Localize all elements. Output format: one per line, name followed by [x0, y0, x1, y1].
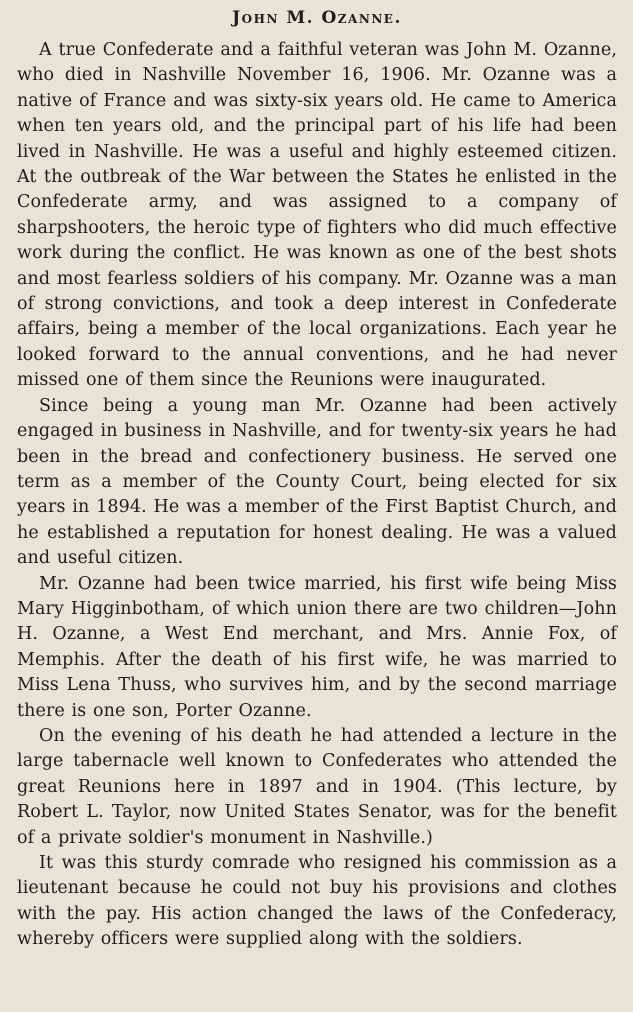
paragraph-1: A true Confederate and a faithful veteran was John M. Ozanne, who died in Nashville November 16, 1906. Mr. Ozanne was a native of France and was sixty-six years old. He came to America when ten years old, and the principal part of his life had been lived in Nashville. He was a useful and highly esteemed citizen. At the outbreak of the War between the States he enlisted in the Confederate army, and was assigned to a company of sharpshooters, the heroic type of fighters who did much effective work during the conflict. He was known as one of the best shots and most fearless soldiers of his company. Mr. Ozanne was a man of strong convictions, and took a deep interest in Confederate affairs, being a member of the local organizations. Each year he looked forward to the annual conventions, and he had never missed one of them since the Reunions were inaugurated. — [17, 40, 617, 391]
paragraph-3: Mr. Ozanne had been twice married, his first wife being Miss Mary Higginbotham, of which union there are two children—John H. Ozanne, a West End merchant, and Mrs. Annie Fox, of Memphis. After the death of his first wife, he was married to Miss Lena Thuss, who survives him, and by the second marriage there is one son, Porter Ozanne. — [17, 573, 617, 721]
paragraph-2: Since being a young man Mr. Ozanne had been actively engaged in business in Nashville, and for twenty-six years he had been in the bread and confectionery business. He served one term as a member of the County Court, being elected for six years in 1894. He was a member of the First Baptist Church, and he established a reputation for honest dealing. He was a valued and useful citizen. — [17, 395, 617, 569]
article-title: John M. Ozanne. — [232, 8, 402, 28]
paragraph-4: On the evening of his death he had attended a lecture in the large tabernacle well known to Confederates who attended the great Reunions here in 1897 and in 1904. (This lecture, by Robert L. Taylor, now United States Senator, was for the benefit of a private soldier's monument in Nashville.) — [17, 725, 617, 848]
paragraph-5: It was this sturdy comrade who resigned his commission as a lieutenant because he could not buy his provisions and clothes with the pay. His action changed the laws of the Confederacy, whereby officers were supplied along with the soldiers. — [17, 853, 617, 950]
